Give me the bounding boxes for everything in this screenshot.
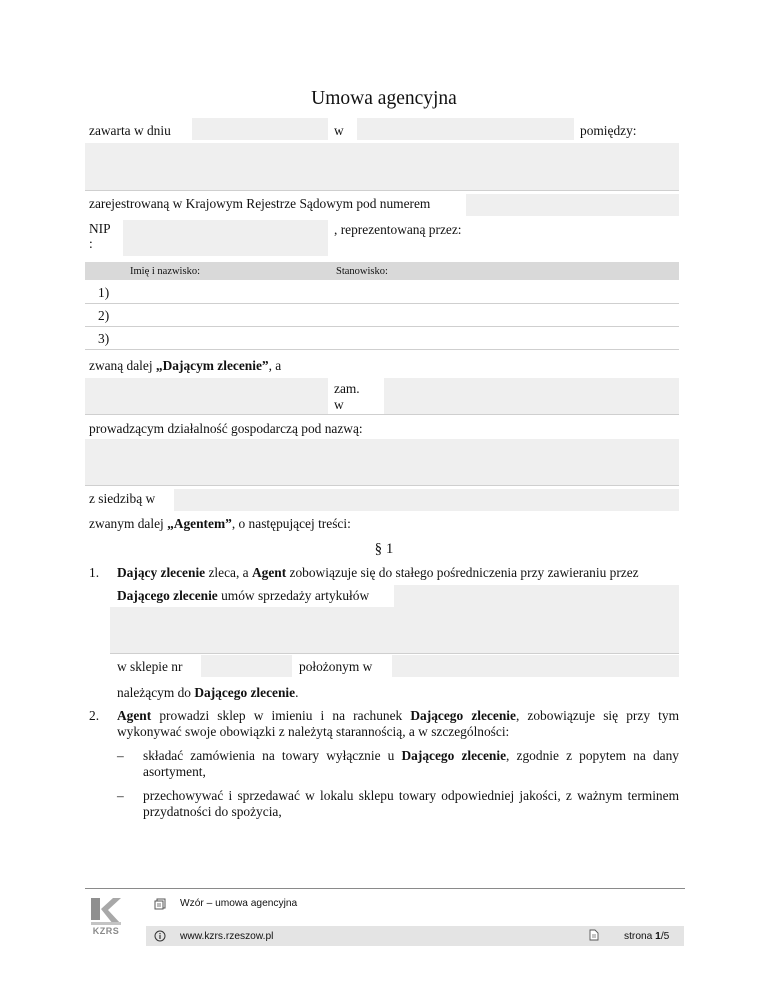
divider <box>85 414 679 415</box>
logo-text: KZRS <box>92 926 120 936</box>
page-title: Umowa agencyjna <box>311 88 457 109</box>
shop-location-field[interactable] <box>392 655 679 677</box>
business-label: prowadzącym działalność gospodarczą pod nazwą: <box>89 421 363 436</box>
divider <box>85 349 679 350</box>
bullet-dash: – <box>117 788 124 803</box>
shop-number-label: w sklepie nr <box>117 659 183 674</box>
nip-label: NIP <box>89 221 111 236</box>
position-column-header: Stanowisko: <box>336 266 388 277</box>
agent-definition: zwanym dalej „Agentem”, o następującej treści: <box>89 516 351 531</box>
rep-row-3: 3) <box>98 331 110 346</box>
address-label: zam. <box>334 381 360 396</box>
paragraph-number: 2. <box>89 708 100 723</box>
represented-label: , reprezentowaną przez: <box>334 222 462 237</box>
footer-rule <box>85 888 685 889</box>
articles-field-inline[interactable] <box>394 585 679 607</box>
divider <box>85 326 679 327</box>
principal-definition: zwaną dalej „Dającym zlecenie”, a <box>89 358 282 373</box>
seat-field[interactable] <box>174 489 679 511</box>
place-field[interactable] <box>357 118 574 140</box>
divider <box>110 653 679 654</box>
nip-colon: : <box>89 236 93 251</box>
bullet-dash: – <box>117 748 124 763</box>
articles-field[interactable] <box>110 607 679 653</box>
divider <box>85 485 679 486</box>
kzrs-logo <box>89 894 123 940</box>
party-name-field[interactable] <box>85 143 679 190</box>
krs-label: zarejestrowaną w Krajowym Rejestrze Sądowym pod numerem <box>89 196 431 211</box>
footer-document-label: Wzór – umowa agencyjna <box>180 898 298 909</box>
owned-by: należącym do Dającego zlecenie. <box>117 685 299 700</box>
paragraph-2-text: Agent prowadzi sklep w imieniu i na rachunek Dającego zlecenie, zobowiązuje się przy tym wykonywać swoje obowiązki z należytą starannością, a w szczególności: <box>117 708 679 739</box>
agent-name-field[interactable] <box>85 378 328 414</box>
paragraph-1-line-2: Dającego zlecenie umów sprzedaży artykułów <box>117 588 370 603</box>
krs-field[interactable] <box>466 194 679 216</box>
paragraph-1-line-1: Dający zlecenie zleca, a Agent zobowiązuje się do stałego pośredniczenia przy zawieraniu przez <box>117 565 639 580</box>
divider <box>85 303 679 304</box>
shop-location-label: położonym w <box>299 659 373 674</box>
name-column-header: Imię i nazwisko: <box>130 266 200 277</box>
between-label: pomiędzy: <box>580 123 637 138</box>
bullet-1-text: składać zamówienia na towary wyłącznie u Dającego zlecenie, zgodnie z popytem na dany asortyment, <box>143 748 679 779</box>
bullet-2-text: przechowywać i sprzedawać w lokalu sklepu towary odpowiedniej jakości, z ważnym terminem przydatności do spożycia, <box>143 788 679 819</box>
business-name-field[interactable] <box>85 439 679 485</box>
shop-number-field[interactable] <box>201 655 292 677</box>
page-icon <box>589 929 599 945</box>
divider <box>85 190 679 191</box>
section-heading: § 1 <box>374 541 394 557</box>
page-counter: strona 1/5 <box>624 931 670 942</box>
address-w-label: w <box>334 397 344 412</box>
document-stack-icon <box>154 898 166 914</box>
agent-address-field[interactable] <box>384 378 679 414</box>
date-field[interactable] <box>192 118 328 140</box>
rep-row-1: 1) <box>98 285 110 300</box>
place-label: w <box>334 123 344 138</box>
seat-label: z siedzibą w <box>89 491 156 506</box>
footer-url[interactable]: www.kzrs.rzeszow.pl <box>180 931 274 942</box>
nip-field[interactable] <box>123 220 328 256</box>
info-icon <box>154 930 166 946</box>
rep-row-2: 2) <box>98 308 110 323</box>
date-label: zawarta w dniu <box>89 123 171 138</box>
paragraph-number: 1. <box>89 565 100 580</box>
